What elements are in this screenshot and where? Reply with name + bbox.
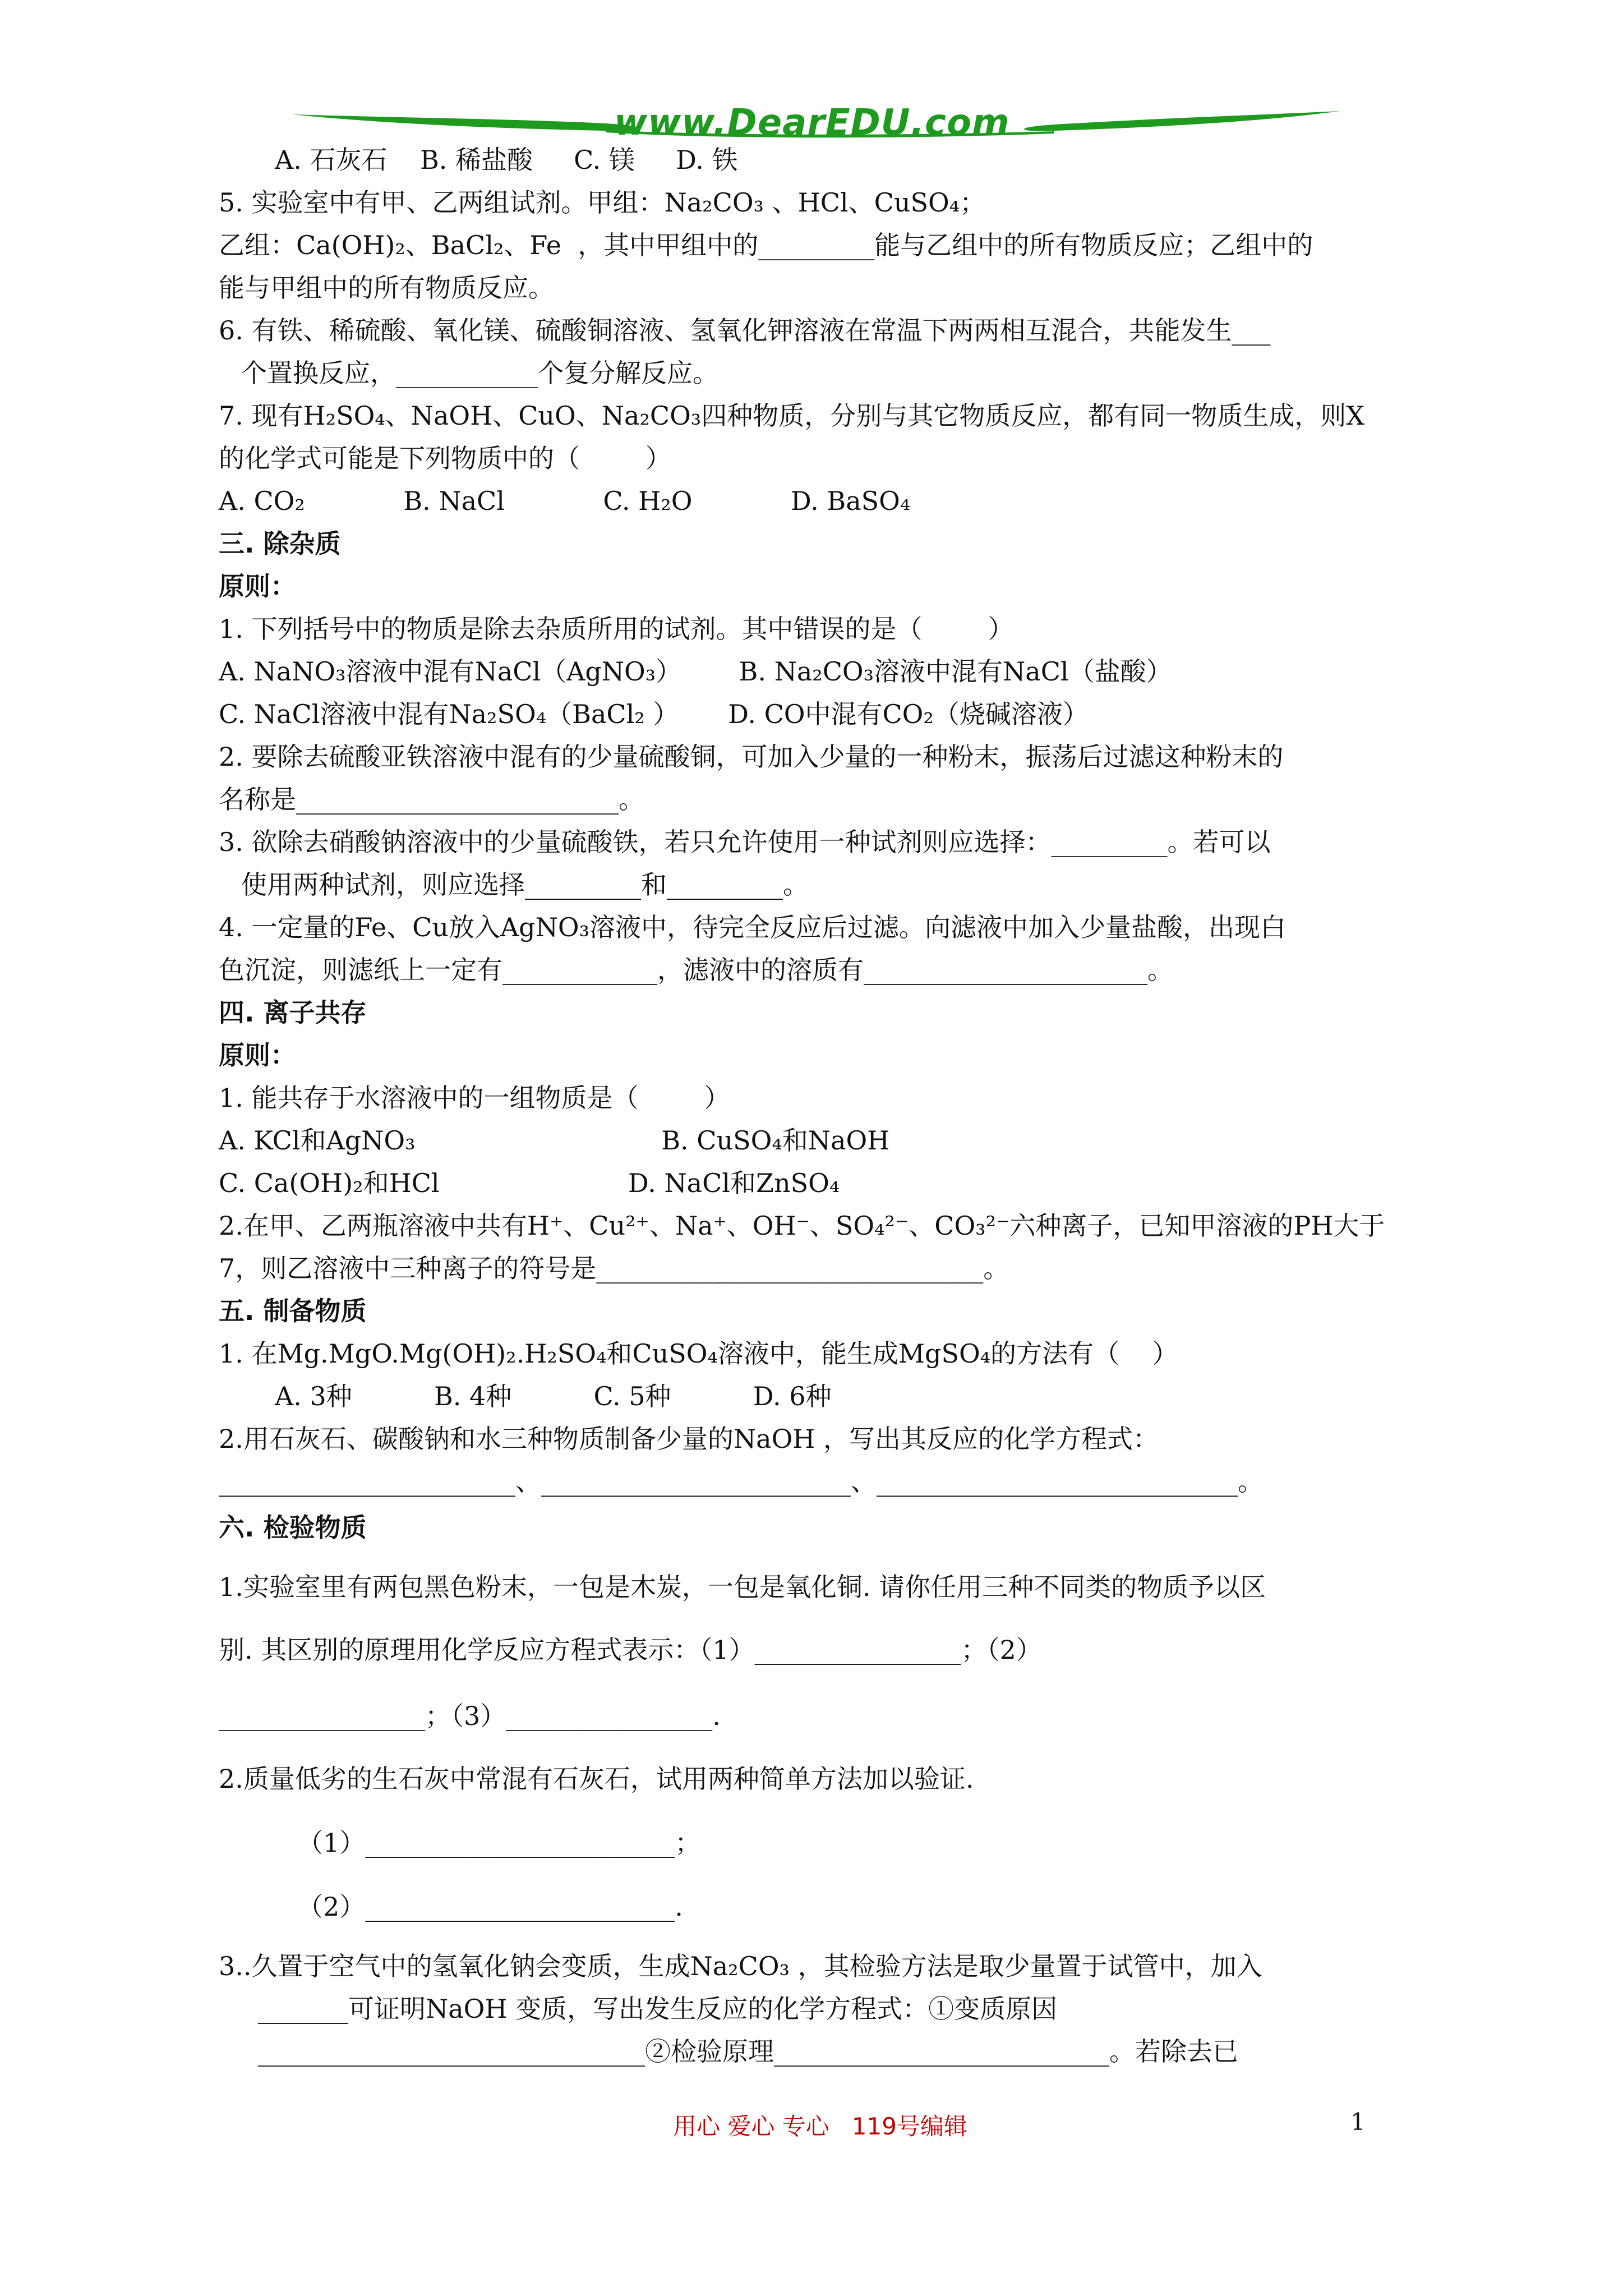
options-line: A. NaNO₃溶液中混有NaCl（AgNO₃） B. Na₂CO₃溶液中混有NaCl（盐酸） [219,656,1172,687]
question-6-line: 6. 有铁、稀硫酸、氧化镁、硫酸铜溶液、氢氧化钾溶液在常温下两两相互混合，共能发生___ [219,315,1271,346]
question-line: 1. 能共存于水溶液中的一组物质是（ ） [219,1083,730,1113]
question-7-line: 7. 现有H₂SO₄、NaOH、CuO、Na₂CO₃四种物质，分别与其它物质反应，都有同一物质生成，则X [219,401,1364,431]
site-logo-text: www.DearEDU.com [614,102,1010,144]
question-line: 1. 在Mg.MgO.Mg(OH)₂.H₂SO₄和CuSO₄溶液中，能生成MgSO₄的方法有（ ） [219,1338,1178,1369]
answer-blank-line: ________________；（3）________________. [219,1701,721,1731]
principle-heading: 原则： [219,571,296,601]
question-5-line: 能与甲组中的所有物质反应。 [219,273,554,303]
section-heading: 六. 检验物质 [219,1512,367,1543]
options-line: A. KCl和AgNO₃ B. CuSO₄和NaOH [219,1125,890,1156]
question-line: 4. 一定量的Fe、Cu放入AgNO₃溶液中，待完全反应后过滤。向滤液中加入少量盐酸，出现白 [219,912,1287,942]
question-line: 7，则乙溶液中三种离子的符号是______________________________。 [219,1253,1009,1283]
question-line: _______可证明NaOH 变质，写出发生反应的化学方程式：①变质原因 [258,1994,1058,2024]
answer-blank-line: （1）________________________； [297,1828,701,1858]
page-number: 1 [1350,2108,1366,2136]
question-7-line: 的化学式可能是下列物质中的（ ） [219,443,671,473]
question-line: 2.质量低劣的生石灰中常混有石灰石，试用两种简单方法加以验证. [219,1764,974,1794]
question-line: ______________________________②检验原理__________________________。若除去已 [258,2036,1238,2067]
question-line: 2.用石灰石、碳酸钠和水三种物质制备少量的NaOH ，写出其反应的化学方程式： [219,1424,1159,1454]
question-line: 使用两种试剂，则应选择_________和_________。 [241,869,809,900]
section-heading: 三. 除杂质 [219,528,341,559]
question-line: 3..久置于空气中的氢氧化钠会变质，生成Na₂CO₃ ，其检验方法是取少量置于试管中，加入 [219,1951,1262,1981]
section-heading: 五. 制备物质 [219,1296,367,1326]
options-line: C. NaCl溶液中混有Na₂SO₄（BaCl₂ ） D. CO中混有CO₂（烧碱溶液） [219,699,1089,729]
question-5-line: 乙组：Ca(OH)₂、BaCl₂、Fe ，其中甲组中的_________能与乙组中的所有物质反应；乙组中的 [219,230,1313,260]
options-line: C. Ca(OH)₂和HCl D. NaCl和ZnSO₄ [219,1168,840,1198]
principle-heading: 原则： [219,1040,296,1070]
answer-blank-line: （2）________________________. [297,1892,683,1922]
question-5-line: 5. 实验室中有甲、乙两组试剂。甲组：Na₂CO₃ 、HCl、CuSO₄； [219,187,986,218]
section-heading: 四. 离子共存 [219,997,367,1028]
question-line: 1. 下列括号中的物质是除去杂质所用的试剂。其中错误的是（ ） [219,614,1014,644]
question-line: 2. 要除去硫酸亚铁溶液中混有的少量硫酸铜，可加入少量的一种粉末，振荡后过滤这种粉末的 [219,742,1284,772]
question-line: 色沉淀，则滤纸上一定有____________，滤液中的溶质有______________________。 [219,955,1173,985]
answer-blank-line: _______________________、________________________、____________________________。 [219,1466,1264,1497]
options-line: A. 石灰石 B. 稀盐酸 C. 镁 D. 铁 [275,145,738,175]
question-line: 2.在甲、乙两瓶溶液中共有H⁺、Cu²⁺、Na⁺、OH⁻、SO₄²⁻、CO₃²⁻六种离子，已知甲溶液的PH大于 [219,1211,1385,1241]
question-line: 3. 欲除去硝酸钠溶液中的少量硫酸铁，若只允许使用一种试剂则应选择：_________。若可以 [219,827,1271,857]
question-line: 别. 其区别的原理用化学反应方程式表示：（1）________________；（2） [219,1635,1042,1665]
options-line: A. 3种 B. 4种 C. 5种 D. 6种 [275,1381,832,1411]
options-line: A. CO₂ B. NaCl C. H₂O D. BaSO₄ [219,486,911,516]
question-6-line: 个置换反应，___________个复分解反应。 [241,358,718,388]
question-line: 1.实验室里有两包黑色粉末，一包是木炭，一包是氧化铜. 请你任用三种不同类的物质予以区 [219,1572,1266,1602]
question-line: 名称是_________________________。 [219,784,644,815]
footer-text: 用心 爱心 专心 119号编辑 [673,2113,967,2140]
